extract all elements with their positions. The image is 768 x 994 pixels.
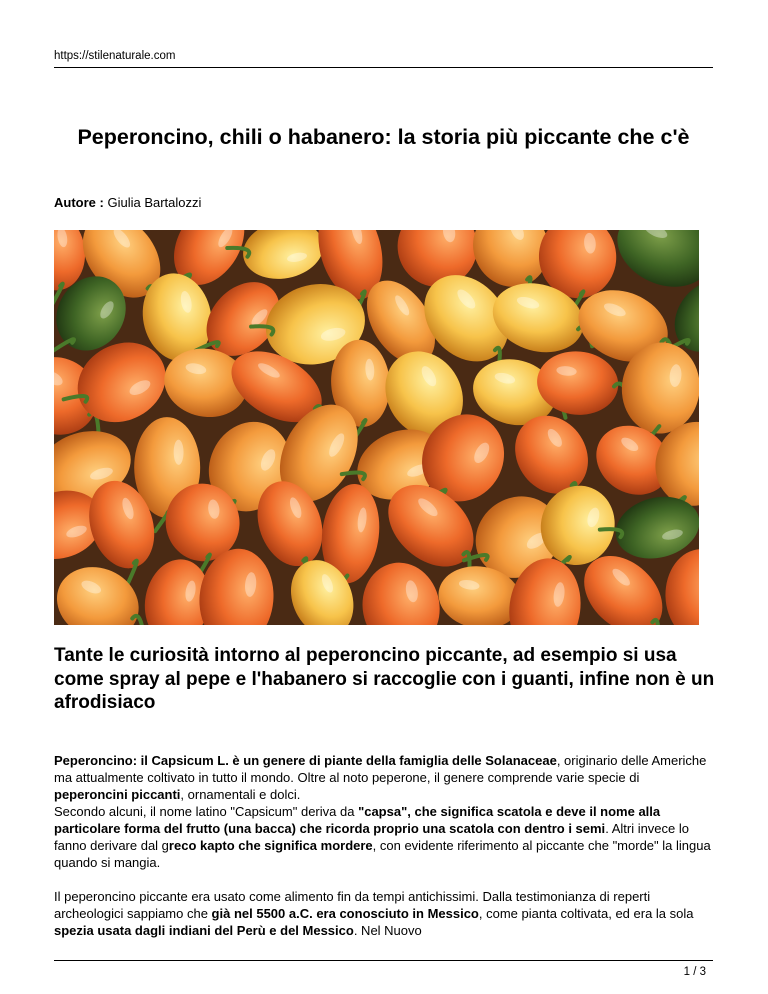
article-body <box>54 752 716 956</box>
bold-text: spezia usata dagli indiani del Perù e del Messico <box>54 923 354 938</box>
article-title: Peperoncino, chili o habanero: la storia più piccante che c'è <box>77 125 690 149</box>
text: . Altri invece lo fanno derivare dal g <box>54 821 690 853</box>
text: , originario delle Americhe ma attualmente coltivato in tutto il mondo. Oltre al noto peperone, il genere comprende varie specie di <box>54 753 707 785</box>
text: Secondo alcuni, il nome latino "Capsicum" deriva da <box>54 804 359 819</box>
author-label: Autore : <box>54 195 104 210</box>
habanero-photo <box>54 230 699 625</box>
bold-text: già nel 5500 a.C. era conosciuto in Messico <box>211 906 479 921</box>
author-line <box>54 195 201 210</box>
source-url[interactable]: https://stilenaturale.com <box>54 50 176 62</box>
text: , come pianta coltivata, ed era la sola <box>478 906 694 921</box>
text: Il peperoncino piccante era usato come alimento fin da tempi antichissimi. Dalla testimonianza di reperti archeologici sappiamo che <box>54 889 651 921</box>
paragraph-2 <box>54 888 716 939</box>
page-number: 1 / 3 <box>683 966 706 978</box>
bold-text: peperoncini piccanti <box>54 787 181 802</box>
bold-text: reco kapto che significa mordere <box>168 838 373 853</box>
text: . Nel Nuovo <box>353 923 422 938</box>
text: , con evidente riferimento al piccante che "morde" la lingua quando si mangia. <box>54 838 711 870</box>
author-name: Giulia Bartalozzi <box>107 195 202 210</box>
bold-text: Peperoncino: il Capsicum L. è un genere di piante della famiglia delle Solanaceae <box>54 753 557 768</box>
paragraph-1 <box>54 752 716 871</box>
header-divider <box>54 67 713 68</box>
bold-text: "capsa", che significa scatola e deve il nome alla particolare forma del frutto (una bacca) che ricorda proprio una scatola con dentro i semi <box>54 804 661 836</box>
text: , ornamentali e dolci. <box>180 787 301 802</box>
footer-divider <box>54 960 713 961</box>
habanero-image-illustration <box>54 230 699 625</box>
article-subtitle: Tante le curiosità intorno al peperoncino piccante, ad esempio si usa come spray al pepe e l'habanero si raccoglie con i guanti, infine non è un afrodisiaco <box>54 645 715 713</box>
